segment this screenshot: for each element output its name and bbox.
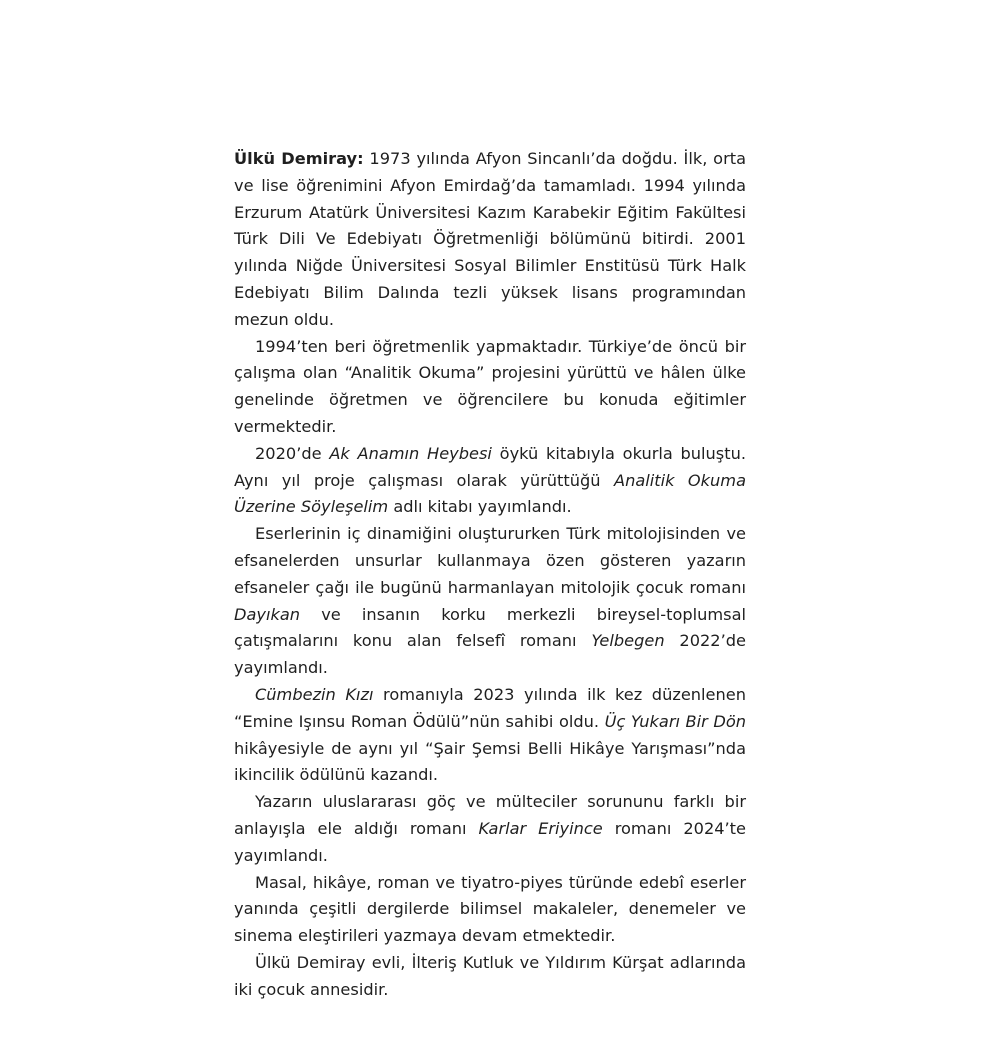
text-segment: öykü kitabıyla okurla buluştu. Aynı yıl proje çalışması olarak yürüttüğü [234, 443, 746, 490]
bio-paragraph-8: Ülkü Demiray evli, İlteriş Kutluk ve Yıldırım Kürşat adlarında iki çocuk annesidir. [234, 952, 746, 999]
book-title-analitik-okuma: Analitik Okuma Üzerine Söyleşelim [234, 470, 746, 517]
book-title-karlar-eriyince: Karlar Eriyince [478, 818, 603, 838]
author-name-lead: Ülkü Demiray: [234, 149, 364, 168]
bio-paragraph-4 [234, 521, 746, 682]
story-title-uc-yukari-bir-don: Üç Yukarı Bir Dön [604, 711, 746, 731]
text-segment: ve insanın korku merkezli bireysel-toplumsal çatışmalarını konu alan felsefî romanı [234, 604, 746, 651]
bio-paragraph-6 [234, 789, 746, 869]
book-title-dayikan: Dayıkan [234, 604, 301, 624]
book-title-ak-anamin-heybesi: Ak Anamın Heybesi [329, 443, 492, 463]
bio-paragraph-7: Masal, hikâye, roman ve tiyatro-piyes türünde edebî eserler yanında çeşitli dergilerde bilimsel makaleler, denemeler ve sinema eleştirileri yazmaya devam etmektedir. [234, 872, 746, 946]
bio-paragraph-2: 1994’ten beri öğretmenlik yapmaktadır. Türkiye’de öncü bir çalışma olan “Analitik Okuma” projesini yürüttü ve hâlen ülke genelinde öğretmen ve öğrencilere bu konuda eğitimler vermektedir. [234, 336, 746, 436]
text-segment: 2020’de [255, 443, 330, 463]
bio-paragraph-1-text: 1973 yılında Afyon Sincanlı’da doğdu. İlk, orta ve lise öğrenimini Afyon Emirdağ’da tamamladı. 1994 yılında Erzurum Atatürk Üniversitesi Kazım Karabekir Eğitim Fakültesi Türk Dili Ve Edebiyatı Öğretmenliği bölümünü bitirdi. 2001 yılında Niğde Üniversitesi Sosyal Bilimler Enstitüsü Türk Halk Edebiyatı Bilim Dalında tezli yüksek lisans programından mezun oldu. [234, 149, 746, 329]
book-title-cumbezin-kizi: Cümbezin Kızı [255, 684, 374, 704]
text-segment: adlı kitabı yayımlandı. [388, 497, 572, 517]
text-segment: Yazarın uluslararası göç ve mülteciler sorununu farklı bir anlayışla ele aldığı romanı [234, 792, 746, 838]
text-segment: hikâyesiyle de aynı yıl “Şair Şemsi Belli Hikâye Yarışması”nda ikincilik ödülünü kazandı. [234, 738, 746, 785]
book-title-yelbegen: Yelbegen [591, 631, 665, 651]
text-segment: Eserlerinin iç dinamiğini oluştururken Türk mitolojisinden ve efsanelerden unsurlar kullanmaya özen gösteren yazarın efsaneler çağı ile bugünü harmanlayan mitolojik çocuk romanı [234, 524, 746, 597]
bio-paragraph-5 [234, 682, 746, 789]
text-segment: romanıyla 2023 yılında ilk kez düzenlenen “Emine Işınsu Roman Ödülü”nün sahibi oldu. [234, 684, 746, 731]
bio-paragraph-3 [234, 441, 746, 521]
bio-paragraph-1 [234, 146, 746, 334]
text-segment: romanı 2024’te yayımlandı. [234, 818, 746, 865]
author-biography [234, 146, 746, 1004]
text-segment: 2022’de yayımlandı. [234, 631, 746, 678]
